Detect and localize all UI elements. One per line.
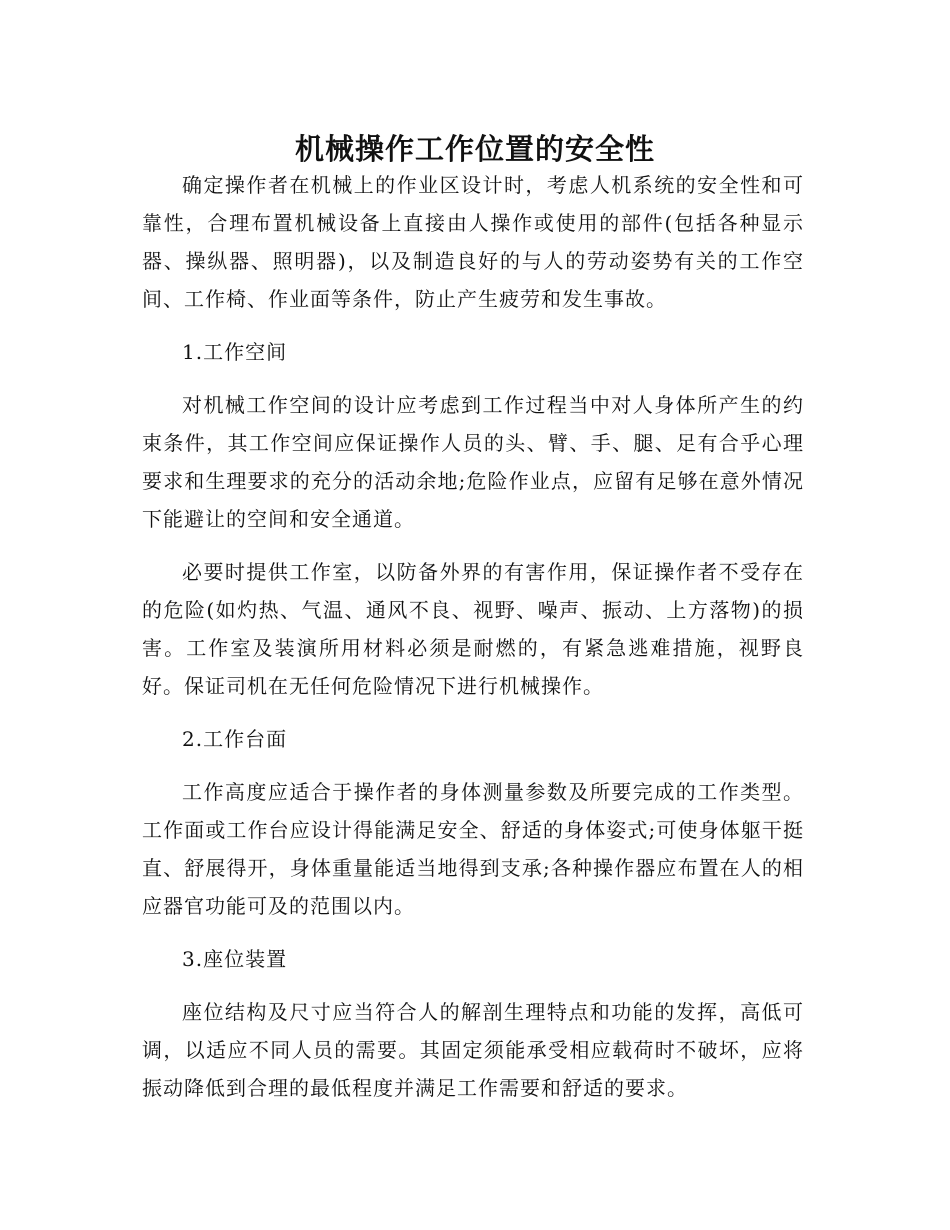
workspace-paragraph-2: 必要时提供工作室，以防备外界的有害作用，保证操作者不受存在的危险(如灼热、气温、通风不良、视野、噪声、振动、上方落物)的损害。工作室及装演所用材料必须是耐燃的，有紧急逃难措施，视野良好。保证司机在无任何危险情况下进行机械操作。 <box>142 560 804 698</box>
section-heading-seating: 3.座位装置 <box>182 947 288 971</box>
document-body <box>142 166 804 1122</box>
seating-paragraph: 座位结构及尺寸应当符合人的解剖生理特点和功能的发挥，高低可调，以适应不同人员的需要。其固定须能承受相应载荷时不破坏，应将振动降低到合理的最低程度并满足工作需要和舒适的要求。 <box>142 1000 804 1100</box>
workspace-paragraph-1: 对机械工作空间的设计应考虑到工作过程当中对人身体所产生的约束条件，其工作空间应保证操作人员的头、臂、手、腿、足有合乎心理要求和生理要求的充分的活动余地;危险作业点，应留有足够在意外情况下能避让的空间和安全通道。 <box>142 393 804 531</box>
document-title: 机械操作工作位置的安全性 <box>294 132 655 167</box>
section-heading-worktable: 2.工作台面 <box>182 727 288 751</box>
worktable-paragraph: 工作高度应适合于操作者的身体测量参数及所要完成的工作类型。工作面或工作台应设计得能满足安全、舒适的身体姿式;可使身体躯干挺直、舒展得开，身体重量能适当地得到支承;各种操作器应布置在人的相应器官功能可及的范围以内。 <box>142 780 804 918</box>
section-heading-workspace: 1.工作空间 <box>182 340 288 364</box>
intro-paragraph: 确定操作者在机械上的作业区设计时，考虑人机系统的安全性和可靠性，合理布置机械设备上直接由人操作或使用的部件(包括各种显示器、操纵器、照明器)，以及制造良好的与人的劳动姿势有关的工作空间、工作椅、作业面等条件，防止产生疲劳和发生事故。 <box>142 173 804 311</box>
